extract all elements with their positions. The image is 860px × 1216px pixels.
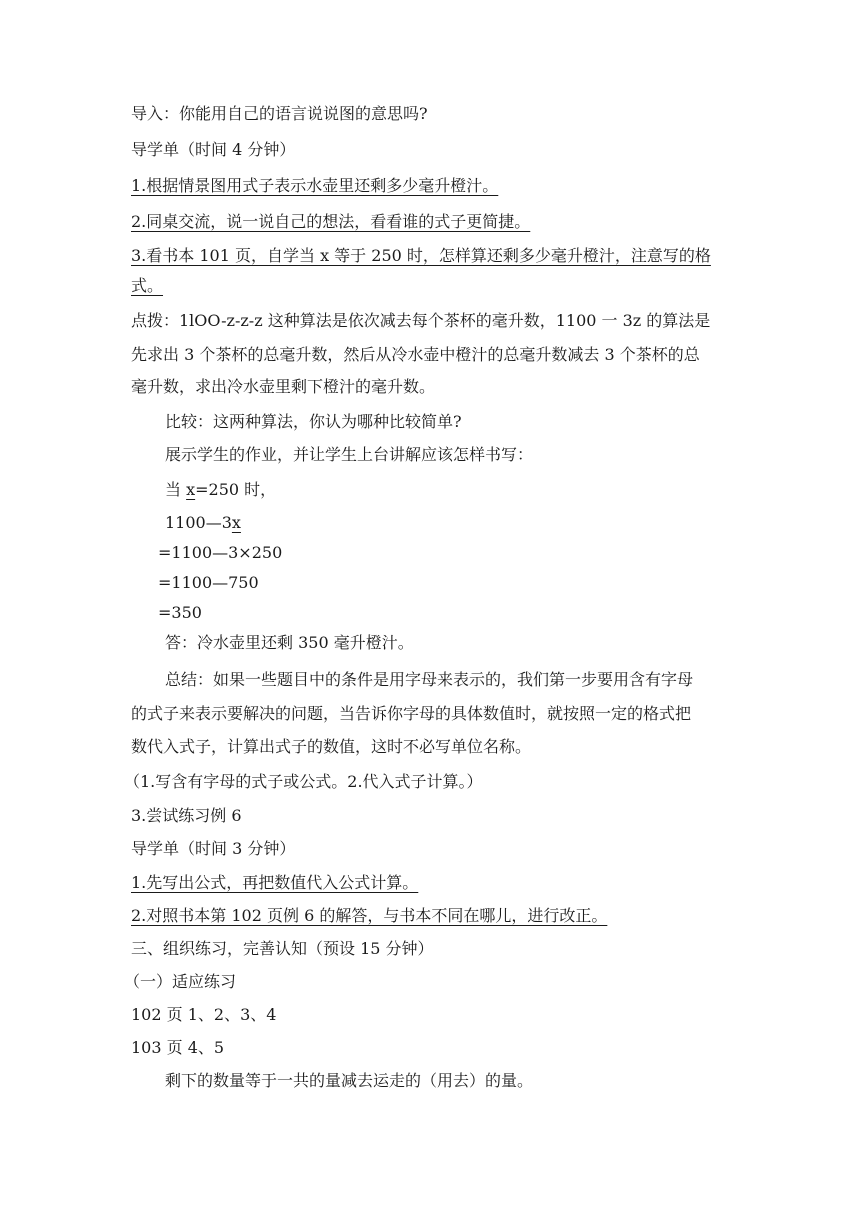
variable-x-2: x bbox=[231, 513, 241, 532]
calc-step-3: =350 bbox=[158, 603, 202, 622]
guide-sheet-heading-1: 导学单（时间 4 分钟） bbox=[131, 140, 296, 159]
when-prefix: 当 bbox=[165, 480, 187, 499]
intro-question: 导入：你能用自己的语言说说图的意思吗? bbox=[131, 104, 428, 123]
guide-sheet-heading-2: 导学单（时间 3 分钟） bbox=[131, 839, 296, 858]
answer-line: 答：冷水壶里还剩 350 毫升橙汁。 bbox=[165, 633, 414, 652]
practice-page-103: 103 页 4、5 bbox=[131, 1038, 225, 1057]
task-b1: 1.先写出公式，再把数值代入公式计算。 bbox=[131, 873, 419, 892]
task-b2: 2.对照书本第 102 页例 6 的解答，与书本不同在哪儿，进行改正。 bbox=[131, 906, 608, 925]
practice-page-102: 102 页 1、2、3、4 bbox=[131, 1005, 277, 1024]
hint-paragraph-line-1: 点拨：1lOO-z-z-z 这种算法是依次减去每个茶杯的毫升数，1100 一 3z 的算法是 bbox=[131, 311, 711, 330]
task-1: 1.根据情景图用式子表示水壶里还剩多少毫升橙汁。 bbox=[131, 176, 499, 195]
summary-line-1: 总结：如果一些题目中的条件是用字母来表示的，我们第一步要用含有字母 bbox=[165, 670, 694, 689]
show-work-line: 展示学生的作业，并让学生上台讲解应该怎样书写： bbox=[165, 445, 534, 464]
variable-x: x bbox=[186, 480, 196, 499]
try-example-heading: 3.尝试练习例 6 bbox=[131, 806, 242, 825]
compare-question: 比较：这两种算法，你认为哪种比较简单? bbox=[165, 412, 462, 431]
task-3-continued: 式。 bbox=[131, 276, 164, 295]
hint-paragraph-line-2: 先求出 3 个茶杯的总毫升数，然后从冷水壶中橙汁的总毫升数减去 3 个茶杯的总 bbox=[131, 345, 700, 364]
hint-paragraph-line-3: 毫升数，求出冷水壶里剩下橙汁的毫升数。 bbox=[131, 377, 436, 396]
expression-prefix: 1100—3 bbox=[165, 513, 232, 532]
when-suffix: =250 时， bbox=[195, 480, 277, 499]
adapt-practice-heading: （一）适应练习 bbox=[124, 972, 237, 991]
calc-step-1: =1100—3×250 bbox=[158, 543, 283, 562]
expression-line bbox=[165, 513, 241, 533]
task-2: 2.同桌交流，说一说自己的想法，看看谁的式子更简捷。 bbox=[131, 212, 531, 231]
calc-step-2: =1100—750 bbox=[158, 573, 259, 592]
steps-note: （1.写含有字母的式子或公式。2.代入式子计算。） bbox=[124, 772, 483, 791]
when-x-line bbox=[165, 480, 276, 500]
summary-line-2: 的式子来表示要解决的问题，当告诉你字母的具体数值时，就按照一定的格式把 bbox=[131, 704, 692, 723]
summary-line-3: 数代入式子，计算出式子的数值，这时不必写单位名称。 bbox=[131, 737, 532, 756]
task-3: 3.看书本 101 页，自学当 x 等于 250 时，怎样算还剩多少毫升橙汁，注意写的格 bbox=[131, 246, 711, 265]
remaining-quantity-rule: 剩下的数量等于一共的量减去运走的（用去）的量。 bbox=[165, 1071, 534, 1090]
section-three-heading: 三、组织练习，完善认知（预设 15 分钟） bbox=[131, 939, 434, 958]
